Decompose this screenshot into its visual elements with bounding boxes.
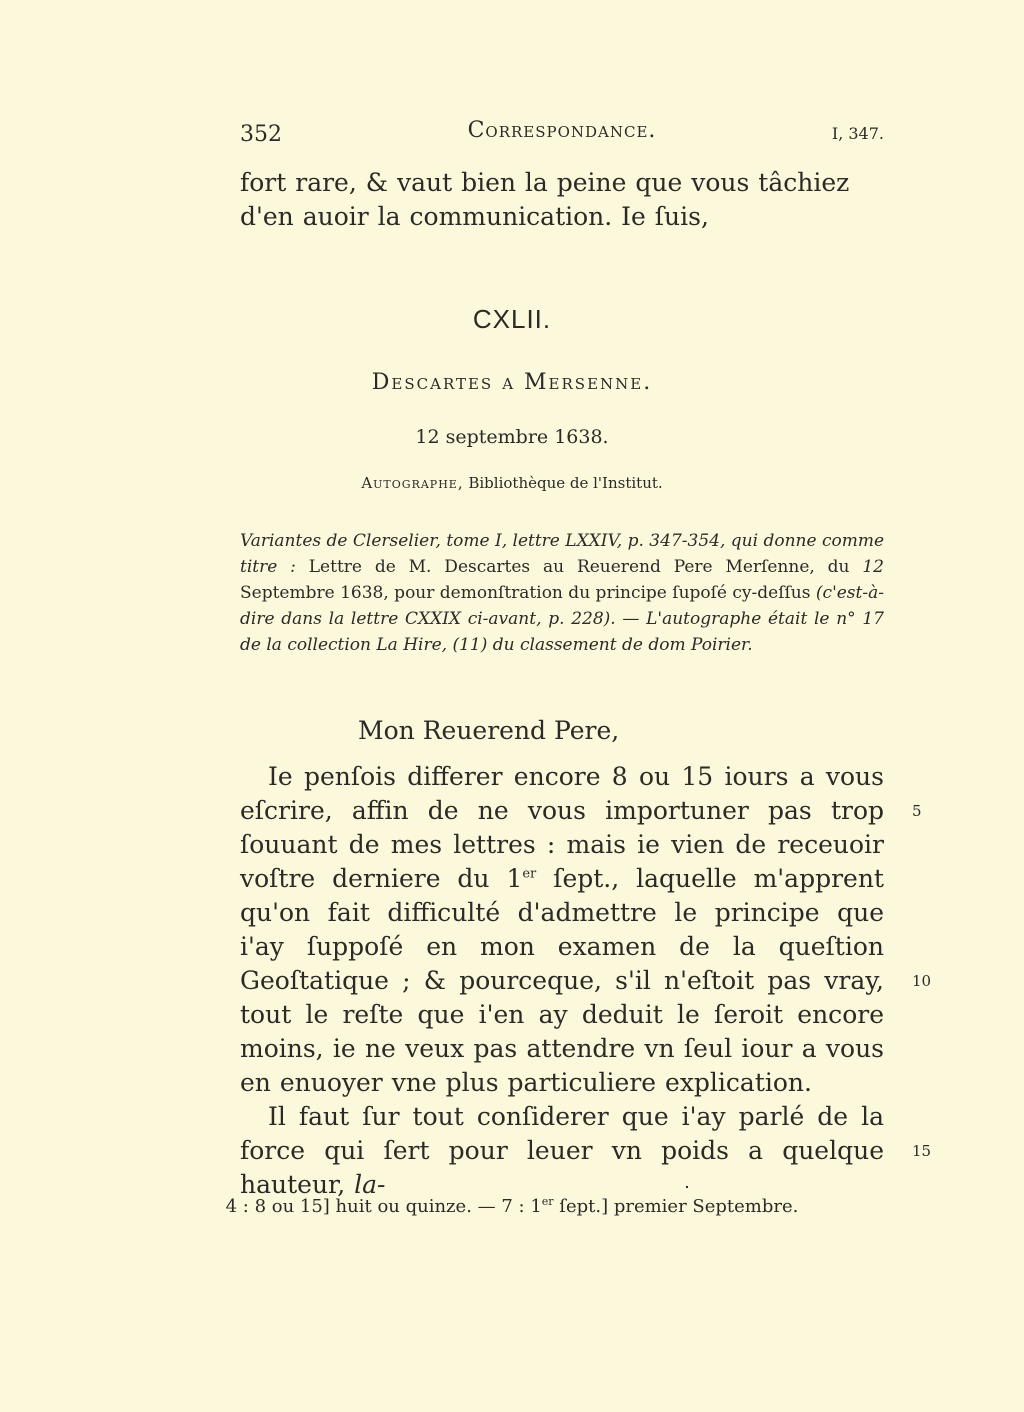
letter-date: 12 septembre 1638. [415,426,609,448]
variants-part-2: Lettre de M. Descartes au Reuerend Pere Merſenne, du [295,557,863,577]
paragraph-2-a: Il faut ſur tout conſiderer que i'ay parlé de la force qui ſert pour leuer vn poids a quelque hauteur, [240,1102,884,1199]
letter-number: CXLII. [472,304,552,334]
letter-title: Descartes a Mersenne. [371,370,653,395]
page-number: 352 [240,122,282,147]
paragraph-1-a: Ie penſois differer encore 8 ou 15 iours a vous eſcrire, affin de ne vous importuner pas trop ſouuant de mes lettres : mais ie vien de receuoir voſtre derniere du 1 [240,762,884,893]
footnote-b: ſept.] premier Septembre. [553,1196,799,1217]
variants-part-5: (c'est-à-dire dans la lettre CXXIX ci-avant, p. 228). — L'autographe était le n° 17 de la collection La Hire, (11) du classement de dom Poirier. [240,583,884,655]
variants-note [240,528,884,658]
variants-part-1: Variantes de Clerselier, tome I, lettre LXXIV, p. 347-354, qui donne comme titre : [240,531,884,577]
footnote-a: 4 : 8 ou 15] huit ou quinze. — 7 : 1 [225,1196,542,1217]
salutation: Mon Reuerend Pere, [358,716,620,745]
line-number-10: 10 [912,972,932,990]
footnote-sup: er [541,1195,554,1208]
variants-part-3: 12 [862,557,884,577]
margin-dot [686,1186,688,1188]
letter-source [0,474,1024,492]
page-header [240,118,884,152]
line-number-5: 5 [912,802,922,820]
paragraph-1 [240,760,884,1100]
variants-part-4: Septembre 1638, pour demonſtration du principe ſupoſé cy-deſſus [240,583,816,603]
source-rest: Bibliothèque de l'Institut. [463,474,663,492]
letter-body [240,760,884,1202]
paragraph-1-sup: er [522,866,537,882]
source-label: Autographe, [361,474,464,492]
line-number-15: 15 [912,1142,932,1160]
footnote [0,1196,1024,1217]
paragraph-2-b: la- [354,1170,386,1199]
page-reference: I, 347. [831,124,884,143]
paragraph-2 [240,1100,884,1202]
running-title: Correspondance. [467,118,657,143]
paragraph-1-b: ſept., laquelle m'apprent qu'on fait difficulté d'admettre le principe que i'ay ſuppoſé en mon examen de la queſtion Geoſtatique ; & pourceque, s'il n'eſtoit pas vray, tout le reſte que i'en ay deduit le ſeroit encore moins, ie ne veux pas attendre vn ſeul iour a vous en enuoyer vne plus particuliere explication. [240,864,884,1097]
opening-text: fort rare, & vaut bien la peine que vous tâchiez d'en auoir la communication. Ie ſuis, [240,168,850,231]
